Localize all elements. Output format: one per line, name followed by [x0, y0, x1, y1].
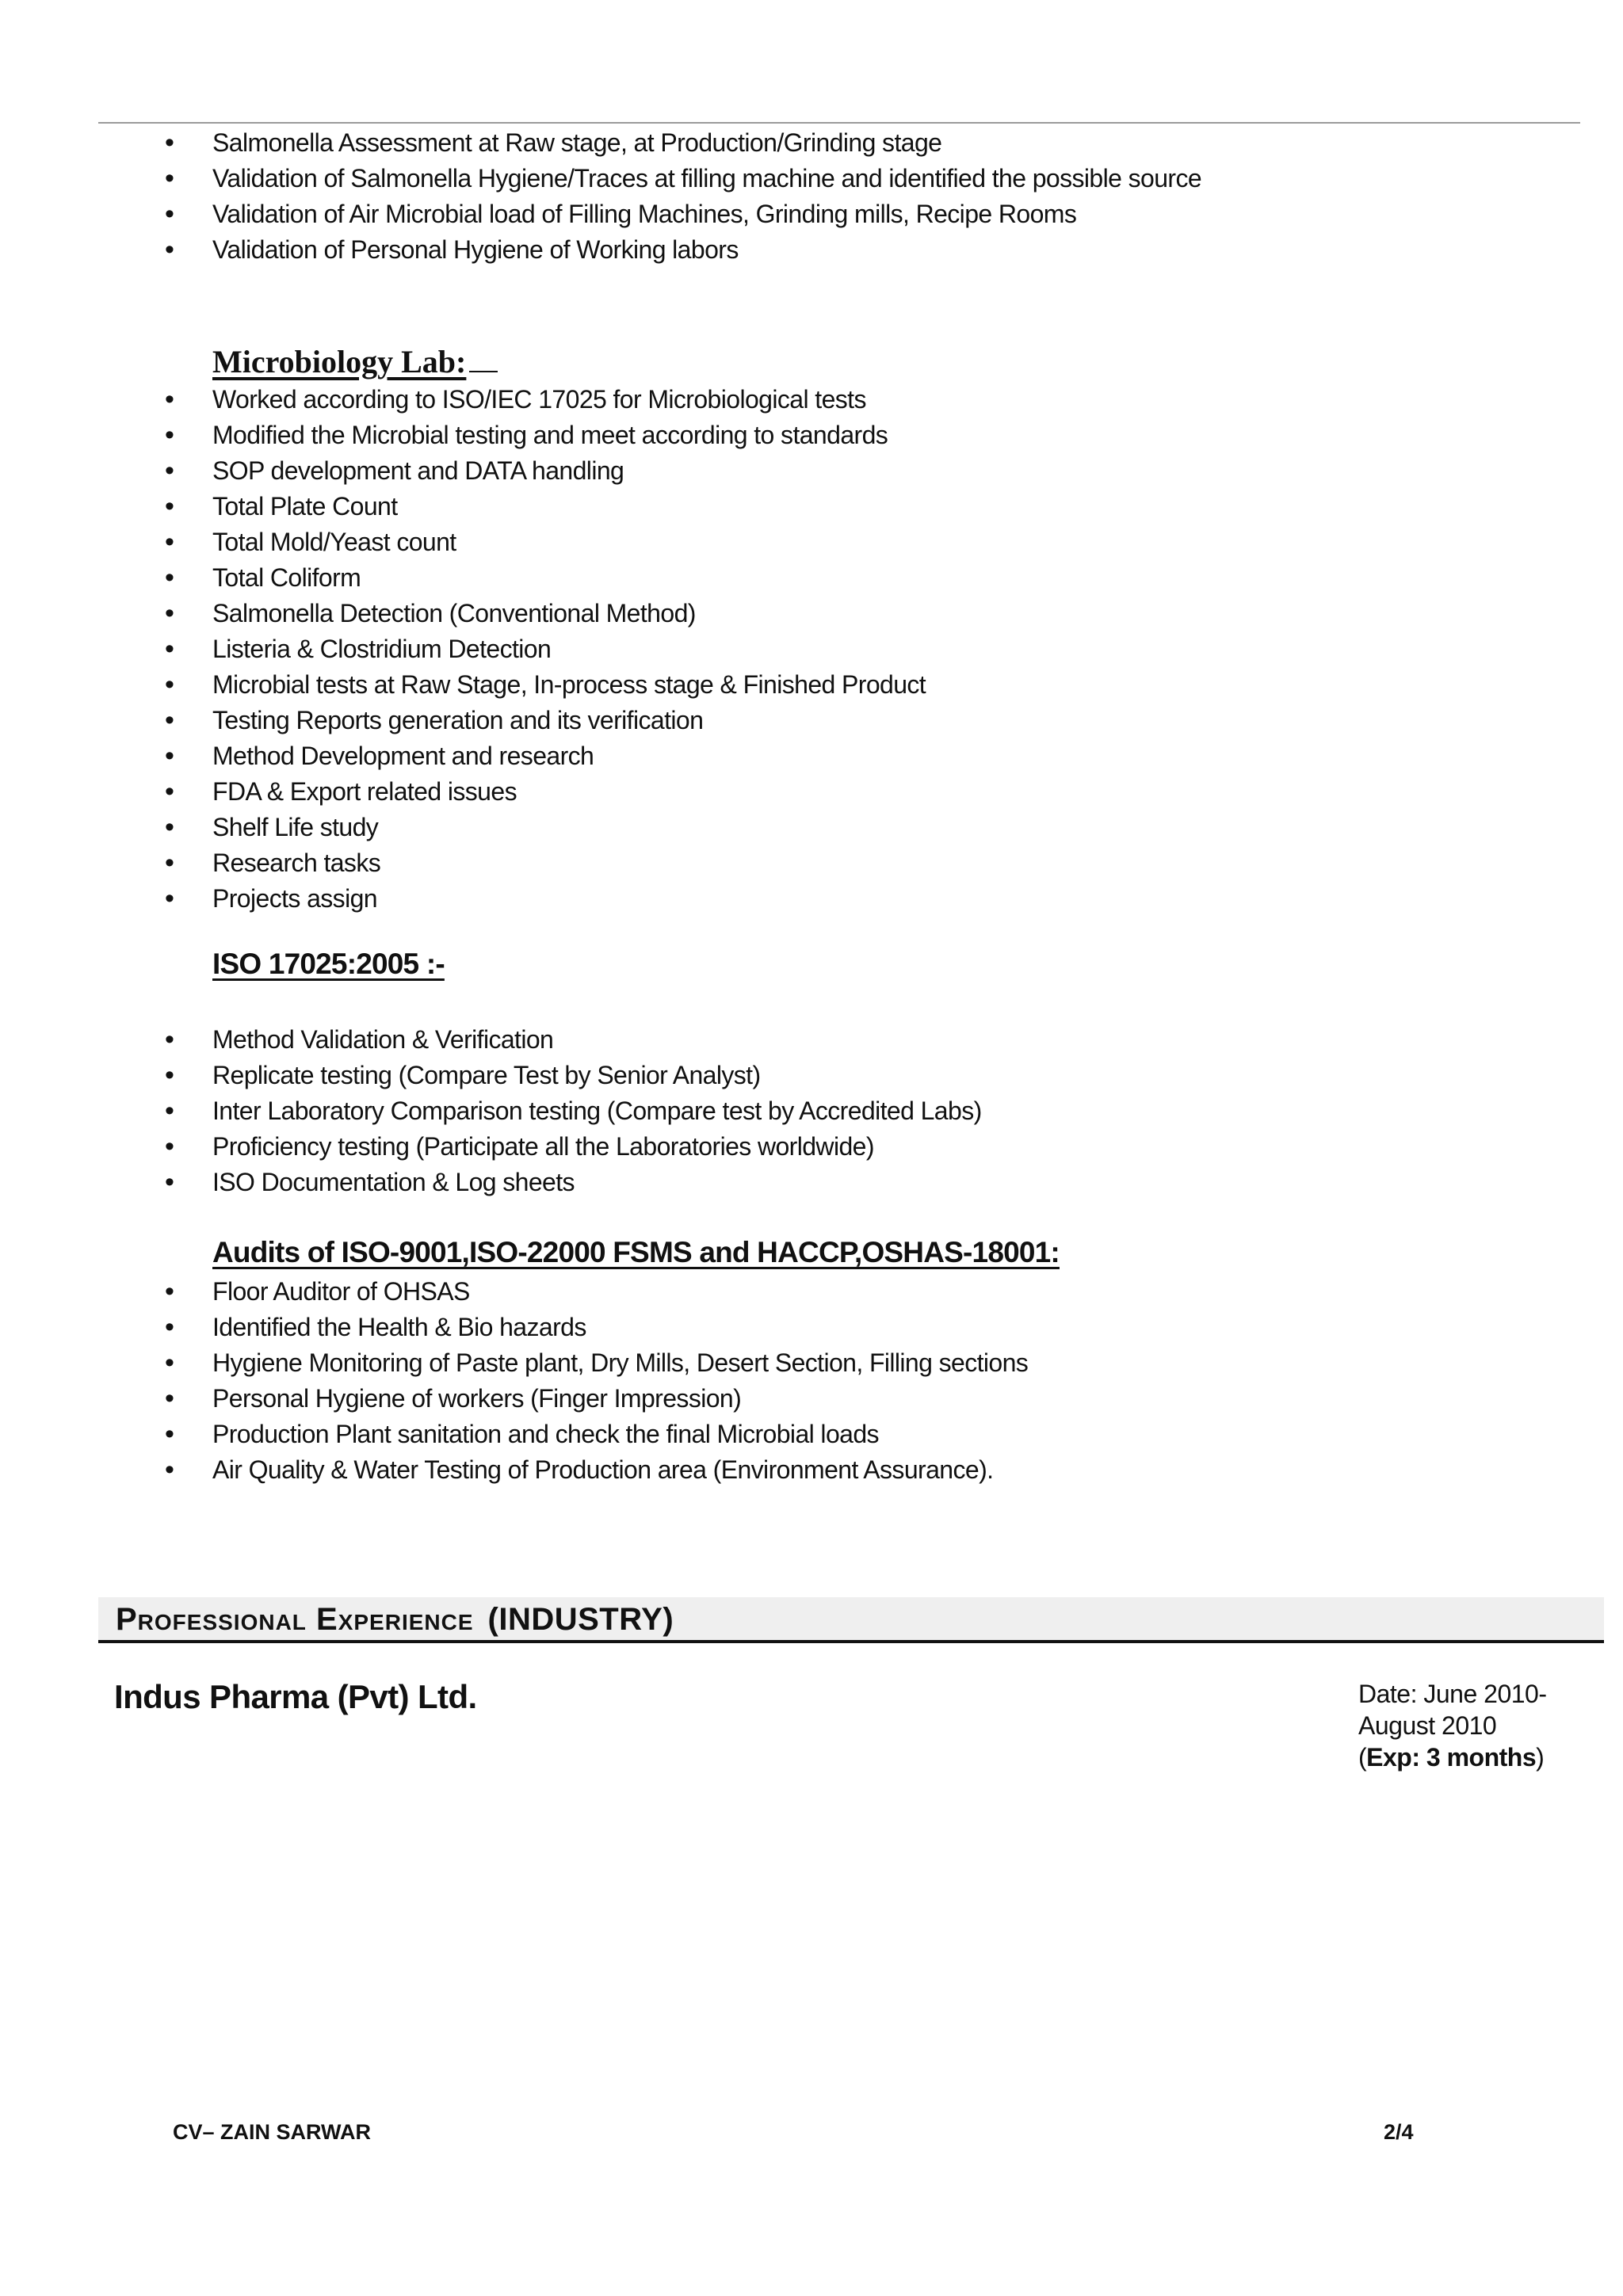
experience-section-header: [98, 1597, 1604, 1643]
employment-dates: [1358, 1678, 1547, 1773]
list-item: • Worked according to ISO/IEC 17025 for Microbiological tests: [0, 382, 926, 418]
list-item: • Shelf Life study: [0, 810, 926, 845]
list-item: • Total Coliform: [0, 560, 926, 596]
footer-cv-name: CV– ZAIN SARWAR: [173, 2120, 372, 2144]
company-name: Indus Pharma (Pvt) Ltd.: [114, 1678, 477, 1715]
experience-duration-value: Exp: 3 months: [1366, 1743, 1537, 1772]
list-item: • Validation of Personal Hygiene of Working labors: [0, 232, 1201, 268]
list-item: • Method Development and research: [0, 738, 926, 774]
list-item: • Listeria & Clostridium Detection: [0, 631, 926, 667]
list-item: • Total Mold/Yeast count: [0, 524, 926, 560]
list-item: • Production Plant sanitation and check the final Microbial loads: [0, 1417, 1028, 1452]
list-item: • Inter Laboratory Comparison testing (Compare test by Accredited Labs): [0, 1093, 982, 1129]
iso-list: [0, 1022, 982, 1200]
list-item: • Floor Auditor of OHSAS: [0, 1274, 1028, 1310]
list-item: • Validation of Air Microbial load of Filling Machines, Grinding mills, Recipe Rooms: [0, 196, 1201, 232]
section-title: [116, 1602, 674, 1638]
list-item: • Validation of Salmonella Hygiene/Traces at filling machine and identified the possible source: [0, 161, 1201, 196]
list-item: • Microbial tests at Raw Stage, In-process stage & Finished Product: [0, 667, 926, 703]
audits-list: [0, 1274, 1028, 1488]
list-item: • Testing Reports generation and its verification: [0, 703, 926, 738]
experience-duration: (Exp: 3 months): [1358, 1743, 1545, 1772]
list-item: • ISO Documentation & Log sheets: [0, 1165, 982, 1200]
top-divider: [98, 122, 1580, 124]
microbiology-heading: Microbiology Lab:: [212, 343, 498, 380]
list-item: • Method Validation & Verification: [0, 1022, 982, 1058]
list-item: • SOP development and DATA handling: [0, 453, 926, 489]
list-item: • Air Quality & Water Testing of Production area (Environment Assurance).: [0, 1452, 1028, 1488]
date-line-1: Date: June 2010-: [1358, 1680, 1547, 1708]
list-item: • FDA & Export related issues: [0, 774, 926, 810]
footer-page-number: 2/4: [1384, 2120, 1414, 2144]
list-item: • Total Plate Count: [0, 489, 926, 524]
list-item: • Salmonella Assessment at Raw stage, at Production/Grinding stage: [0, 125, 1201, 161]
list-item: • Proficiency testing (Participate all the Laboratories worldwide): [0, 1129, 982, 1165]
microbiology-list: [0, 382, 926, 917]
date-line-2: August 2010: [1358, 1711, 1497, 1740]
list-item: • Hygiene Monitoring of Paste plant, Dry Mills, Desert Section, Filling sections: [0, 1345, 1028, 1381]
list-item: • Replicate testing (Compare Test by Senior Analyst): [0, 1058, 982, 1093]
section-title-text: Professional Experience: [116, 1602, 474, 1637]
iso-heading: ISO 17025:2005 :-: [212, 948, 445, 980]
section-subtitle: (INDUSTRY): [487, 1602, 674, 1637]
list-item: • Salmonella Detection (Conventional Method): [0, 596, 926, 631]
hygiene-list: [0, 125, 1201, 268]
list-item: • Projects assign: [0, 881, 926, 917]
list-item: • Modified the Microbial testing and meet according to standards: [0, 418, 926, 453]
list-item: • Personal Hygiene of workers (Finger Impression): [0, 1381, 1028, 1417]
list-item: • Research tasks: [0, 845, 926, 881]
list-item: • Identified the Health & Bio hazards: [0, 1310, 1028, 1345]
audits-heading: Audits of ISO-9001,ISO-22000 FSMS and HACCP,OSHAS-18001:: [212, 1236, 1060, 1268]
